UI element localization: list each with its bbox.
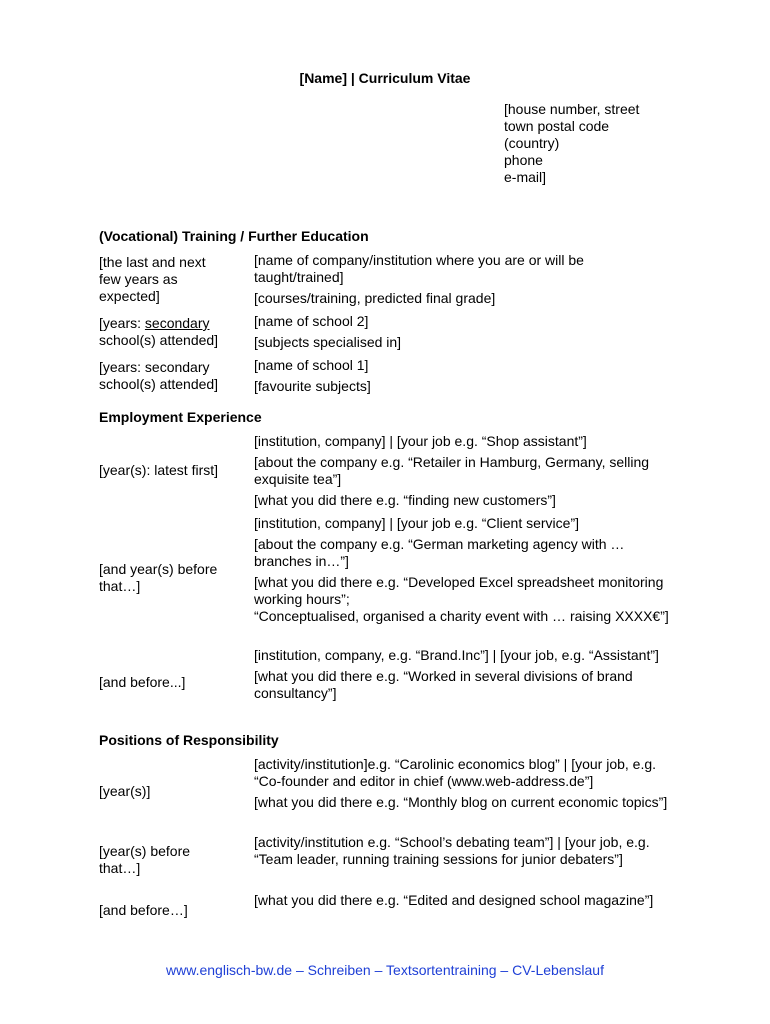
entry-line: [about the company e.g. “German marketing agency with … branches in…”]	[254, 536, 625, 569]
entry-line: [what you did there e.g. “finding new customers”]	[254, 492, 556, 508]
label-underlined-text: secondary	[144, 315, 210, 331]
entry-line: [institution, company, e.g. “Brand.Inc”] | [your job, e.g. “Assistant”]	[254, 647, 659, 663]
entry-line: [courses/training, predicted final grade]	[254, 290, 496, 306]
entry-line: “Conceptualised, organised a charity event with … raising XXXX€”]	[254, 608, 669, 624]
entry-content	[254, 252, 674, 307]
entry-content	[254, 647, 674, 702]
entry-label	[99, 315, 249, 349]
footer-separator: –	[370, 962, 387, 978]
footer	[0, 962, 770, 979]
entry-line: [what you did there e.g. “Edited and designed school magazine”]	[254, 892, 654, 908]
entry-line: [what you did there e.g. “Worked in several divisions of brand consultancy”]	[254, 668, 633, 701]
section-heading-responsibility: Positions of Responsibility	[99, 732, 279, 748]
entry-line: [activity/institution]e.g. “Carolinic economics blog” | [your job, e.g. “Co-founder and editor in chief (www.web-address.de”]	[254, 756, 657, 789]
entry-line: [what you did there e.g. “Developed Excel spreadsheet monitoring working hours”;	[254, 574, 664, 607]
entry-content	[254, 756, 674, 811]
footer-separator: –	[496, 962, 513, 978]
entry-line: [what you did there e.g. “Monthly blog on current economic topics”]	[254, 794, 668, 810]
section-heading-training: (Vocational) Training / Further Education	[99, 228, 369, 244]
footer-site-link[interactable]: www.englisch-bw.de	[166, 962, 293, 978]
entry-line: [activity/institution e.g. “School’s debating team”] | [your job, e.g. “Team leader, running training sessions for junior debaters”]	[254, 834, 650, 867]
entry-label: [the last and next few years as expected]	[99, 254, 206, 304]
entry-label: [year(s): latest first]	[99, 462, 219, 478]
address-block	[504, 101, 639, 186]
entry-line: [about the company e.g. “Retailer in Hamburg, Germany, selling exquisite tea”]	[254, 454, 650, 487]
footer-link-schreiben[interactable]: Schreiben	[307, 962, 371, 978]
entry-line: [name of company/institution where you are or will be taught/trained]	[254, 252, 584, 285]
label-text: [years:	[99, 315, 145, 331]
entry-label: [year(s)]	[99, 783, 151, 799]
entry-line: [name of school 1]	[254, 357, 369, 373]
entry-content	[254, 834, 674, 868]
label-text: school(s) attended]	[99, 332, 219, 348]
entry-line: [institution, company] | [your job e.g. “Client service”]	[254, 515, 579, 531]
entry-line: [name of school 2]	[254, 313, 369, 329]
footer-link-cv[interactable]: CV-Lebenslauf	[512, 962, 604, 978]
entry-label: [year(s) before that…]	[99, 843, 191, 876]
address-line: [house number, street	[504, 101, 640, 117]
entry-content	[254, 892, 674, 909]
entry-content	[254, 433, 674, 509]
address-line: (country)	[504, 135, 560, 151]
address-line: town postal code	[504, 118, 610, 134]
address-line: e-mail]	[504, 169, 547, 185]
cv-title: [Name] | Curriculum Vitae	[299, 70, 471, 86]
entry-label: [and before…]	[99, 902, 188, 918]
entry-content	[254, 515, 674, 625]
footer-separator: –	[292, 962, 308, 978]
entry-label: [and year(s) before that…]	[99, 561, 218, 594]
address-line: phone	[504, 152, 543, 168]
entry-content	[254, 357, 674, 395]
entry-line: [subjects specialised in]	[254, 334, 402, 350]
entry-line: [institution, company] | [your job e.g. “Shop assistant”]	[254, 433, 587, 449]
section-heading-employment: Employment Experience	[99, 409, 262, 425]
entry-label: [and before...]	[99, 674, 186, 690]
entry-label: [years: secondary school(s) attended]	[99, 359, 219, 392]
entry-line: [favourite subjects]	[254, 378, 371, 394]
entry-content	[254, 313, 674, 351]
footer-link-textsortentraining[interactable]: Textsortentraining	[386, 962, 497, 978]
